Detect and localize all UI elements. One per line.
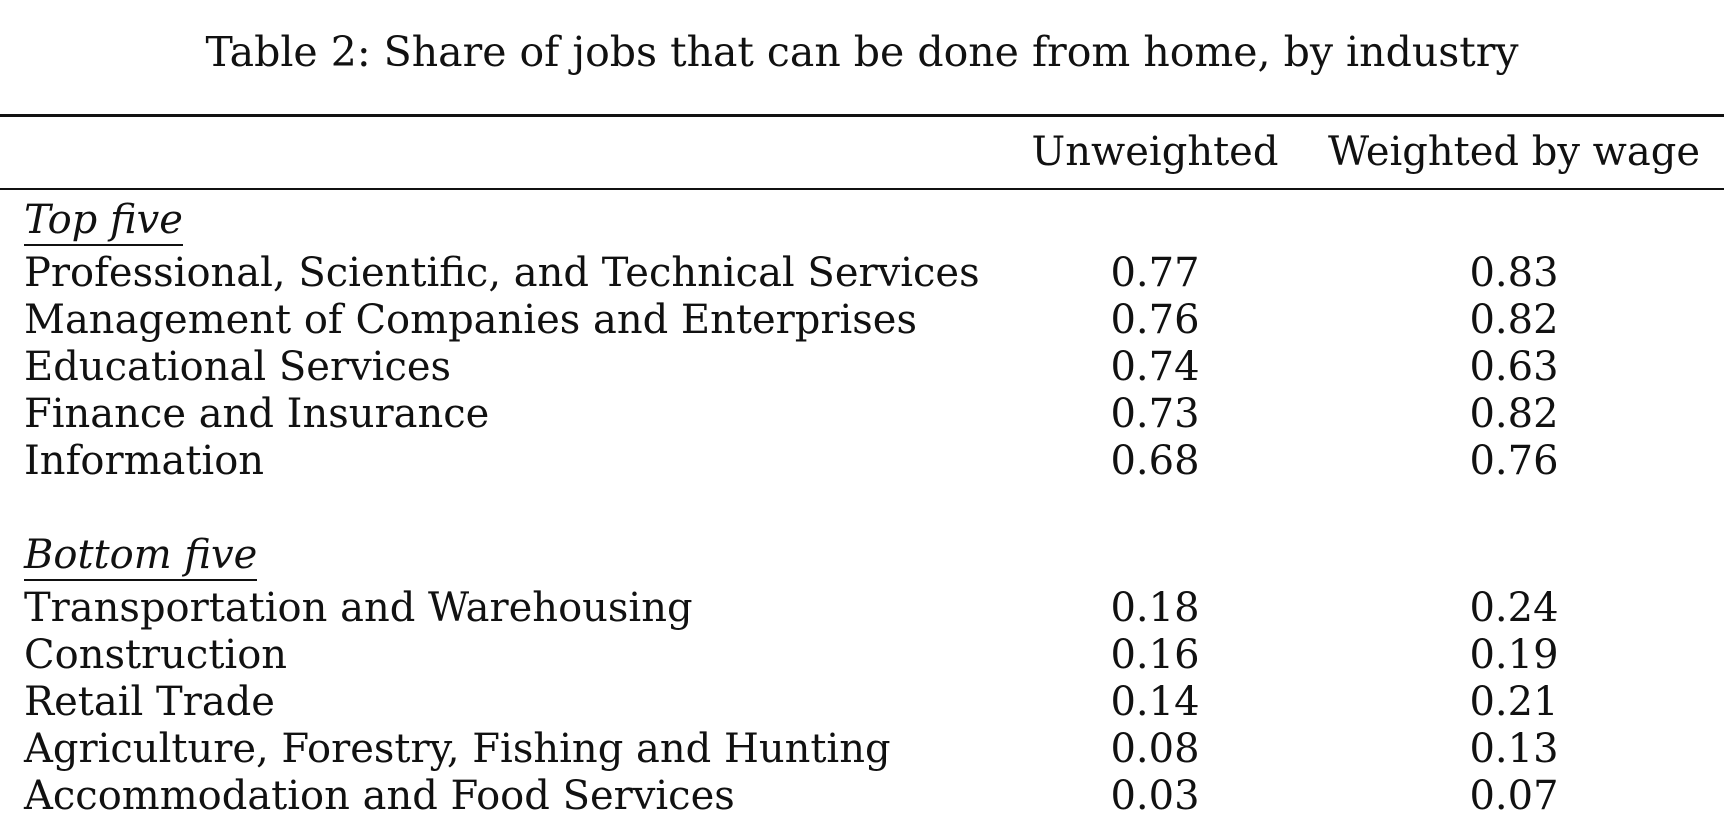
industry-label: Information	[24, 438, 265, 484]
table-row	[0, 631, 1724, 679]
column-header-unweighted: Unweighted	[1031, 129, 1279, 175]
industry-label: Management of Companies and Enterprises	[24, 297, 917, 343]
unweighted-value: 0.68	[1110, 438, 1200, 484]
table-row	[0, 249, 1724, 297]
header-row	[0, 128, 1724, 176]
weighted-value: 0.82	[1469, 297, 1559, 343]
weighted-value: 0.13	[1469, 726, 1559, 772]
industry-label: Construction	[24, 632, 288, 678]
table-row	[0, 390, 1724, 438]
industry-label: Educational Services	[24, 344, 452, 390]
header-rule	[0, 188, 1724, 190]
unweighted-value: 0.18	[1110, 585, 1200, 631]
unweighted-value: 0.77	[1110, 250, 1200, 296]
table-row	[0, 772, 1724, 820]
group-label: Bottom five	[24, 531, 257, 581]
weighted-value: 0.24	[1469, 585, 1559, 631]
weighted-value: 0.76	[1469, 438, 1559, 484]
industry-label: Agriculture, Forestry, Fishing and Hunting	[24, 726, 891, 772]
industry-label: Retail Trade	[24, 679, 275, 725]
unweighted-value: 0.73	[1110, 391, 1200, 437]
unweighted-value: 0.08	[1110, 726, 1200, 772]
group-heading-top-five	[0, 196, 1724, 244]
table-row	[0, 343, 1724, 391]
group-label: Top five	[24, 196, 183, 246]
table-row	[0, 584, 1724, 632]
weighted-value: 0.63	[1469, 344, 1559, 390]
table-caption: Table 2: Share of jobs that can be done from home, by industry	[205, 28, 1519, 76]
industry-label: Accommodation and Food Services	[24, 773, 735, 819]
unweighted-value: 0.16	[1110, 632, 1200, 678]
unweighted-value: 0.74	[1110, 344, 1200, 390]
table-row	[0, 437, 1724, 485]
weighted-value: 0.19	[1469, 632, 1559, 678]
group-heading-bottom-five	[0, 531, 1724, 579]
table-row	[0, 725, 1724, 773]
unweighted-value: 0.14	[1110, 679, 1200, 725]
weighted-value: 0.82	[1469, 391, 1559, 437]
industry-label: Professional, Scientific, and Technical Services	[24, 250, 980, 296]
table-row	[0, 296, 1724, 344]
unweighted-value: 0.03	[1110, 773, 1200, 819]
weighted-value: 0.07	[1469, 773, 1559, 819]
weighted-value: 0.83	[1469, 250, 1559, 296]
weighted-value: 0.21	[1469, 679, 1559, 725]
unweighted-value: 0.76	[1110, 297, 1200, 343]
top-rule	[0, 114, 1724, 117]
industry-label: Transportation and Warehousing	[24, 585, 693, 631]
industry-label: Finance and Insurance	[24, 391, 490, 437]
column-header-weighted-by-wage: Weighted by wage	[1327, 129, 1701, 175]
table-row	[0, 678, 1724, 726]
